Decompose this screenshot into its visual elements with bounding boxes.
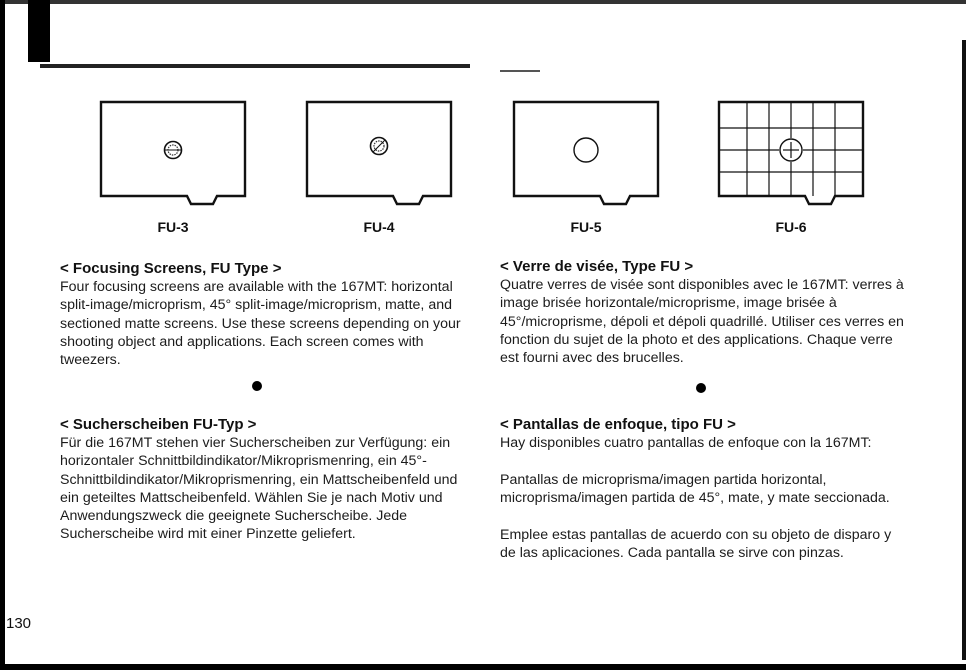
spanish-body-2: Pantallas de microprisma/imagen partida horizontal, microprisma/imagen partida de 45°, mate, y mate seccionada.: [500, 472, 890, 507]
header-rule: [40, 64, 470, 68]
french-body: Quatre verres de visée sont disponibles avec le 167MT: verres à image brisée horizontale/microprisme, image brisée à 45°/microprisme, dépoli et dépoli quadrillé. Utiliser ces verres en fonction du sujet de la photo et des applications. Chaque verre est fourni avec des brucelles.: [500, 277, 904, 367]
german-body: Für die 167MT stehen vier Sucherscheiben zur Verfügung: ein horizontaler Schnittbildindikator/Mikroprismenring, ein 45°-Schnittbildindikator/Mikroprismenring, ein Mattscheibenfeld und ein geteiltes Mattscheibenfeld. Wählen Sie je nach Motiv und Anwendungszweck die geeignete Sucherscheibe. Jede Sucherscheibe wird mit einer Pinzette geliefert.: [60, 435, 458, 543]
section-bullet-right: [696, 383, 706, 393]
screen-fu5-illustration: [512, 100, 660, 204]
scan-right-edge: [962, 40, 966, 660]
english-body: Four focusing screens are available with the 167MT: horizontal split-image/microprism, 45° split-image/microprism, matte, and sectioned matte screens. Use these screens depending on your shooting object and applications. Each screen comes with tweezers.: [60, 279, 461, 369]
screen-label-fu4: FU-4: [363, 219, 395, 235]
header-tab-bar: [28, 0, 50, 62]
header-rule-short: [500, 70, 540, 72]
section-bullet-left: [252, 381, 262, 391]
screen-label-fu3: FU-3: [157, 219, 189, 235]
screen-fu6-illustration: [717, 100, 865, 204]
spanish-body-3: Emplee estas pantallas de acuerdo con su objeto de disparo y de las aplicaciones. Cada pantalla se sirve con pinzas.: [500, 527, 892, 562]
page-number: 130: [6, 615, 32, 632]
screen-label-fu6: FU-6: [775, 219, 807, 235]
screen-fu3-illustration: [99, 100, 247, 204]
screen-label-fu5: FU-5: [570, 219, 602, 235]
french-heading: < Verre de visée, Type FU >: [500, 258, 694, 275]
german-heading: < Sucherscheiben FU-Typ >: [60, 416, 257, 433]
screen-fu4-illustration: [305, 100, 453, 204]
scan-top-edge: [0, 0, 966, 4]
english-heading: < Focusing Screens, FU Type >: [60, 260, 282, 277]
scan-left-edge: [0, 0, 5, 670]
spanish-heading: < Pantallas de enfoque, tipo FU >: [500, 416, 736, 433]
spanish-body-1: Hay disponibles cuatro pantallas de enfoque con la 167MT:: [500, 435, 872, 451]
scan-bottom-edge: [0, 664, 966, 670]
